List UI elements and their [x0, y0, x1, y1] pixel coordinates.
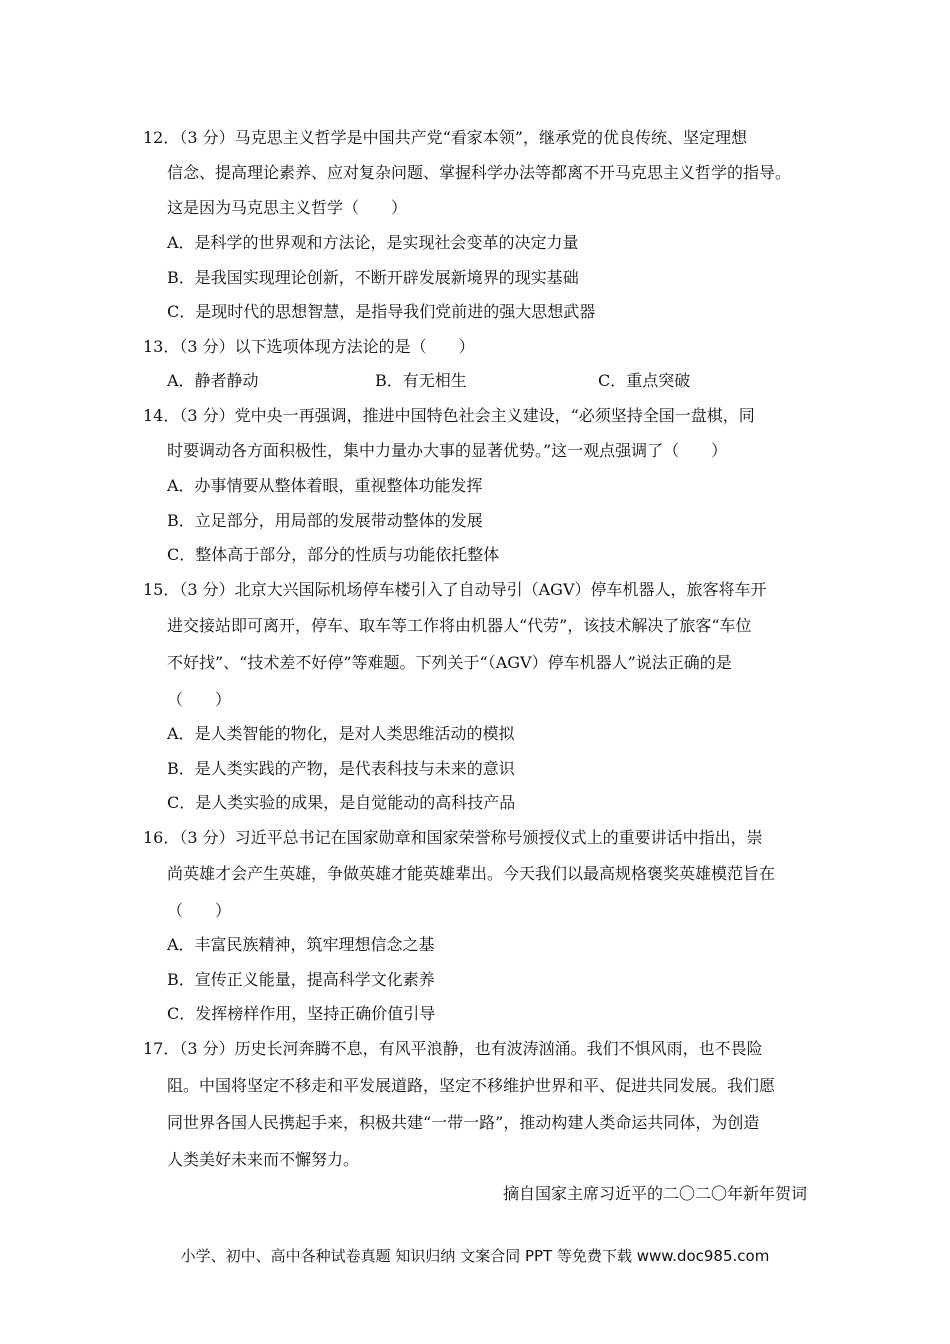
- question-17-stem: 17．（3 分）历史长河奔腾不息，有风平浪静，也有波涛汹涌。我们不惧风雨，也不畏险: [143, 1039, 763, 1058]
- question-14-option-c: C．整体高于部分，部分的性质与功能依托整体: [167, 545, 500, 564]
- question-15-stem-cont: （ ）: [167, 690, 232, 709]
- question-16-stem-cont: 尚英雄才会产生英雄，争做英雄才能英雄辈出。今天我们以最高规格褒奖英雄模范旨在: [167, 864, 776, 883]
- question-16-stem-cont: （ ）: [167, 901, 232, 920]
- question-12-option-b: B．是我国实现理论创新，不断开辟发展新境界的现实基础: [167, 268, 579, 287]
- question-13-option-b: B．有无相生: [375, 371, 467, 390]
- question-13-option-c: C．重点突破: [598, 371, 691, 390]
- question-12-stem: 12．（3 分）马克思主义哲学是中国共产党“看家本领”，继承党的优良传统、坚定理想: [143, 128, 747, 147]
- question-15-stem-cont: 进交接站即可离开，停车、取车等工作将由机器人“代劳”，该技术解决了旅客“车位: [167, 616, 752, 635]
- question-16-option-b: B．宣传正义能量，提高科学文化素养: [167, 970, 435, 989]
- question-17-stem-cont: 人类美好未来而不懈努力。: [167, 1150, 360, 1169]
- question-14-option-b: B．立足部分，用局部的发展带动整体的发展: [167, 511, 483, 530]
- question-15-option-b: B．是人类实践的产物，是代表科技与未来的意识: [167, 759, 515, 778]
- question-17-stem-cont: 同世界各国人民携起手来，积极共建“一带一路”，推动构建人类命运共同体，为创造: [167, 1113, 760, 1132]
- question-17-source: 摘自国家主席习近平的二〇二〇年新年贺词: [502, 1184, 807, 1203]
- question-12-option-a: A．是科学的世界观和方法论，是实现社会变革的决定力量: [167, 233, 579, 252]
- question-12-stem-cont: 信念、提高理论素养、应对复杂问题、掌握科学办法等都离不开马克思主义哲学的指导。: [167, 163, 792, 182]
- question-12-stem-cont: 这是因为马克思主义哲学（ ）: [167, 198, 408, 217]
- question-12-option-c: C．是现时代的思想智慧，是指导我们党前进的强大思想武器: [167, 302, 596, 321]
- question-15-option-a: A．是人类智能的物化，是对人类思维活动的模拟: [167, 724, 515, 743]
- question-15-option-c: C．是人类实验的成果，是自觉能动的高科技产品: [167, 793, 516, 812]
- question-13-stem: 13．（3 分）以下选项体现方法论的是（ ）: [143, 337, 475, 356]
- question-16-stem: 16．（3 分）习近平总书记在国家勋章和国家荣誉称号颁授仪式上的重要讲话中指出，崇: [143, 828, 763, 847]
- question-14-option-a: A．办事情要从整体着眼，重视整体功能发挥: [167, 476, 483, 495]
- question-14-stem: 14．（3 分）党中央一再强调，推进中国特色社会主义建设，“必须坚持全国一盘棋，同: [143, 406, 755, 425]
- question-13-option-a: A．静者静动: [167, 371, 259, 390]
- question-16-option-c: C．发挥榜样作用，坚持正确价值引导: [167, 1004, 436, 1023]
- page-footer: 小学、初中、高中各种试卷真题 知识归纳 文案合同 PPT 等免费下载 www.doc985.com: [180, 1247, 770, 1265]
- question-17-stem-cont: 阻。中国将坚定不移走和平发展道路，坚定不移维护世界和平、促进共同发展。我们愿: [167, 1076, 776, 1095]
- question-15-stem: 15．（3 分）北京大兴国际机场停车楼引入了自动导引（AGV）停车机器人，旅客将车开: [143, 580, 767, 599]
- question-16-option-a: A．丰富民族精神，筑牢理想信念之基: [167, 935, 435, 954]
- question-15-stem-cont: 不好找”、“技术差不好停”等难题。下列关于“（AGV）停车机器人”说法正确的是: [167, 653, 732, 672]
- question-14-stem-cont: 时要调动各方面积极性，集中力量办大事的显著优势。”这一观点强调了（ ）: [167, 441, 728, 460]
